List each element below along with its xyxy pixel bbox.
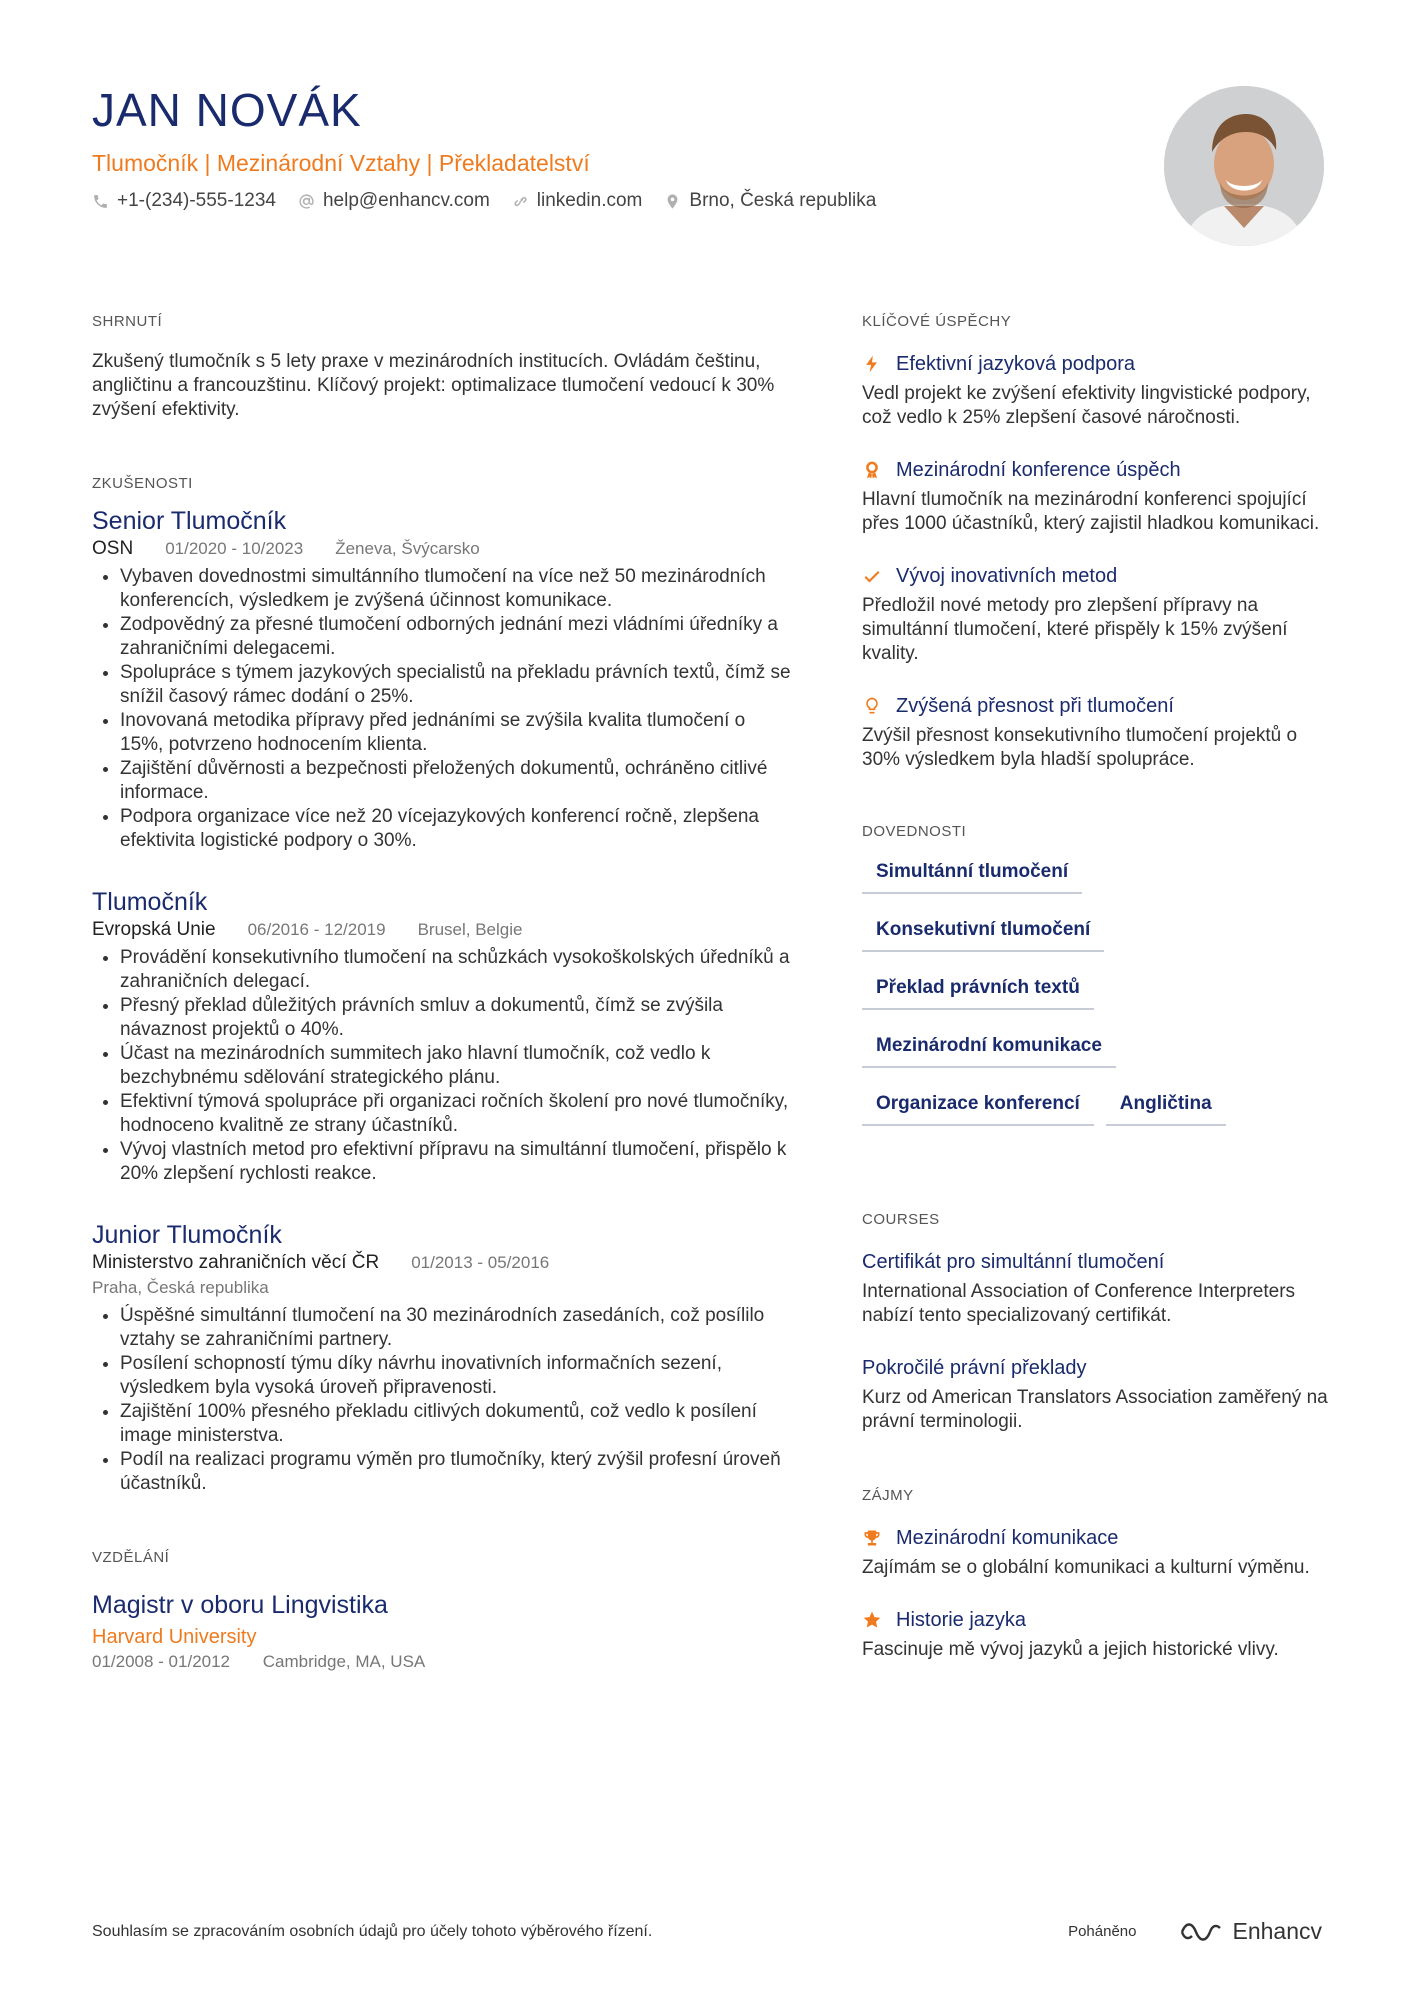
achievement-desc: Hlavní tlumočník na mezinárodní konferenci spojující přes 1000 účastníků, který zajistil hladkou komunikaci. [862, 489, 1320, 534]
achievement-item [862, 350, 1332, 430]
achievements-heading: KLÍČOVÉ ÚSPĚCHY [862, 313, 1012, 330]
education-location: Cambridge, MA, USA [262, 1652, 426, 1671]
interest-title: Mezinárodní komunikace [896, 1527, 1119, 1549]
skill-tag: Organizace konferencí [862, 1086, 1094, 1126]
avatar [1164, 86, 1324, 246]
location-pin-icon [664, 193, 681, 210]
consent-text: Souhlasím se zpracováním osobních údajů pro účely tohoto výběrového řízení. [92, 1922, 653, 1940]
achievement-header [862, 456, 1332, 484]
achievements-section [862, 312, 1332, 772]
candidate-name: JAN NOVÁK [92, 84, 362, 136]
left-column [92, 312, 792, 1674]
job-location: Brusel, Belgie [417, 920, 523, 939]
job-entry [92, 1220, 792, 1496]
experience-heading: ZKUŠENOSTI [92, 475, 193, 492]
achievement-desc: Zvýšil přesnost konsekutivního tlumočení projektů o 30% výsledkem byla hladší spolupráce. [862, 725, 1298, 770]
skills-section [862, 822, 1332, 1144]
email-text: help@enhancv.com [322, 190, 490, 211]
headline: Tlumočník | Mezinárodní Vztahy | Překladatelství [92, 150, 590, 176]
school-name: Harvard University [92, 1626, 257, 1648]
avatar-portrait [1164, 86, 1324, 246]
interest-desc: Zajímám se o globální komunikaci a kulturní výměnu. [862, 1557, 1310, 1578]
list-item: • Spolupráce s týmem jazykových specialistů na překladu právních textů, čímž se snížil časový rámec dodání o 25%. [120, 661, 792, 709]
skill-tag: Překlad právních textů [862, 970, 1094, 1010]
job-meta [92, 917, 792, 942]
job-bullets [92, 1304, 792, 1496]
list-item: • Přesný překlad důležitých právních smluv a dokumentů, čímž se zvýšila návaznost projektů o 40%. [120, 994, 792, 1042]
interests-heading: ZÁJMY [862, 1487, 914, 1504]
brand-logo[interactable] [1178, 1918, 1322, 1945]
interest-item [862, 1524, 1332, 1580]
skill-tag: Angličtina [1106, 1086, 1226, 1126]
course-item [862, 1248, 1332, 1328]
job-entry [92, 887, 792, 1186]
job-date: 06/2016 - 12/2019 [247, 920, 386, 939]
footer [92, 1918, 1322, 1945]
skills-list [862, 854, 1332, 1144]
list-item: • Vývoj vlastních metod pro efektivní přípravu na simultánní tlumočení, přispělo k 20% zlepšení rychlosti reakce. [120, 1138, 792, 1186]
summary-section [92, 312, 792, 422]
contact-location [664, 188, 876, 214]
job-title: Senior Tlumočník [92, 507, 287, 535]
job-title: Junior Tlumočník [92, 1221, 282, 1249]
education-meta [92, 1650, 792, 1674]
job-company: OSN [92, 538, 134, 559]
education-heading: VZDĚLÁNÍ [92, 1549, 170, 1566]
job-date: 01/2020 - 10/2023 [165, 539, 304, 558]
at-sign-icon [298, 193, 315, 210]
achievement-desc: Vedl projekt ke zvýšení efektivity lingvistické podpory, což vedlo k 25% zlepšení časové náročnosti. [862, 383, 1311, 428]
list-item: • Zajištění 100% přesného překladu citlivých dokumentů, což vedlo k posílení image ministerstva. [120, 1400, 792, 1448]
phone-text: +1-(234)-555-1234 [117, 190, 276, 211]
trophy-icon [862, 1528, 882, 1548]
job-date: 01/2013 - 05/2016 [411, 1253, 550, 1272]
enhancv-logo-icon [1178, 1920, 1224, 1944]
job-company: Evropská Unie [92, 919, 216, 940]
job-meta [92, 1250, 792, 1300]
summary-heading: SHRNUTÍ [92, 313, 163, 330]
brand-name: Enhancv [1232, 1918, 1322, 1944]
achievement-header [862, 692, 1332, 720]
interest-title: Historie jazyka [896, 1609, 1027, 1631]
skill-tag: Konsekutivní tlumočení [862, 912, 1104, 952]
achievement-item [862, 692, 1332, 772]
degree-title: Magistr v oboru Lingvistika [92, 1591, 388, 1619]
contact-linkedin[interactable] [512, 188, 643, 214]
skill-tag: Simultánní tlumočení [862, 854, 1082, 894]
skills-heading: DOVEDNOSTI [862, 823, 967, 840]
job-company: Ministerstvo zahraničních věcí ČR [92, 1252, 380, 1273]
interest-header [862, 1524, 1332, 1552]
experience-section [92, 474, 792, 1496]
job-meta [92, 536, 792, 561]
powered-by-label: Poháněno [1068, 1923, 1137, 1940]
lightning-icon [862, 354, 882, 374]
summary-text: Zkušený tlumočník s 5 lety praxe v mezinárodních institucích. Ovládám češtinu, angličtinu a francouzštinu. Klíčový projekt: optimalizace tlumočení vedoucí k 30% zvýšení efektivity. [92, 351, 775, 420]
job-title: Tlumočník [92, 888, 208, 916]
skill-tag: Mezinárodní komunikace [862, 1028, 1116, 1068]
list-item: • Vybaven dovednostmi simultánního tlumočení na více než 50 mezinárodních konferencích, výsledkem je zvýšená účinnost komunikace. [120, 565, 792, 613]
link-icon [512, 193, 529, 210]
course-desc: International Association of Conference Interpreters nabízí tento specializovaný certifikát. [862, 1281, 1296, 1326]
achievement-title: Vývoj inovativních metod [896, 565, 1118, 587]
checkmark-icon [862, 566, 882, 586]
list-item: • Provádění konsekutivního tlumočení na schůzkách vysokoškolských úředníků a zahraničních delegací. [120, 946, 792, 994]
course-desc: Kurz od American Translators Association zaměřený na právní terminologii. [862, 1387, 1328, 1432]
contact-email[interactable] [298, 188, 490, 214]
list-item: • Zodpovědný za přesné tlumočení odborných jednání mezi vládními úředníky a zahraničními delegacemi. [120, 613, 792, 661]
achievement-title: Mezinárodní konference úspěch [896, 459, 1181, 481]
achievement-header [862, 350, 1332, 378]
lightbulb-icon [862, 696, 882, 716]
education-section [92, 1548, 792, 1674]
job-location: Praha, Česká republika [92, 1278, 269, 1297]
list-item: • Podíl na realizaci programu výměn pro tlumočníky, který zvýšil profesní úroveň účastníků. [120, 1448, 792, 1496]
phone-icon [92, 193, 109, 210]
job-bullets [92, 946, 792, 1186]
list-item: • Inovovaná metodika přípravy před jednáními se zvýšila kvalita tlumočení o 15%, potvrzeno hodnocením klienta. [120, 709, 792, 757]
achievement-title: Zvýšená přesnost při tlumočení [896, 695, 1174, 717]
header [92, 82, 1152, 214]
list-item: • Posílení schopností týmu díky návrhu inovativních informačních sezení, výsledkem byla vysoká úroveň připravenosti. [120, 1352, 792, 1400]
list-item: • Podpora organizace více než 20 vícejazykových konferencí ročně, zlepšena efektivita logistické podpory o 30%. [120, 805, 792, 853]
achievement-item [862, 456, 1332, 536]
right-column [862, 312, 1332, 1688]
job-entry [92, 506, 792, 853]
achievement-title: Efektivní jazyková podpora [896, 353, 1136, 375]
courses-section [862, 1210, 1332, 1434]
list-item: • Efektivní týmová spolupráce při organizaci ročních školení pro nové tlumočníky, hodnoceno kvalitně ze strany účastníků. [120, 1090, 792, 1138]
course-title: Certifikát pro simultánní tlumočení [862, 1251, 1165, 1273]
courses-heading: COURSES [862, 1211, 940, 1228]
course-title: Pokročilé právní překlady [862, 1357, 1087, 1379]
contact-phone[interactable] [92, 188, 276, 214]
course-item [862, 1354, 1332, 1434]
contact-row [92, 188, 1152, 214]
linkedin-text: linkedin.com [536, 190, 643, 211]
achievement-header [862, 562, 1332, 590]
education-date: 01/2008 - 01/2012 [92, 1652, 231, 1671]
list-item: • Zajištění důvěrnosti a bezpečnosti přeložených dokumentů, ochráněno citlivé informace. [120, 757, 792, 805]
achievement-item [862, 562, 1332, 666]
achievement-desc: Předložil nové metody pro zlepšení přípravy na simultánní tlumočení, které přispěly k 15% zvýšení kvality. [862, 595, 1288, 664]
job-bullets [92, 565, 792, 853]
star-icon [862, 1610, 882, 1630]
award-icon [862, 460, 882, 480]
interest-header [862, 1606, 1332, 1634]
location-text: Brno, Česká republika [689, 190, 877, 211]
list-item: • Úspěšné simultánní tlumočení na 30 mezinárodních zasedáních, což posílilo vztahy se zahraničními partnery. [120, 1304, 792, 1352]
list-item: • Účast na mezinárodních summitech jako hlavní tlumočník, což vedlo k bezchybnému sdělování strategického plánu. [120, 1042, 792, 1090]
interest-item [862, 1606, 1332, 1662]
job-location: Ženeva, Švýcarsko [335, 539, 480, 558]
interests-section [862, 1486, 1332, 1662]
interest-desc: Fascinuje mě vývoj jazyků a jejich historické vlivy. [862, 1639, 1279, 1660]
